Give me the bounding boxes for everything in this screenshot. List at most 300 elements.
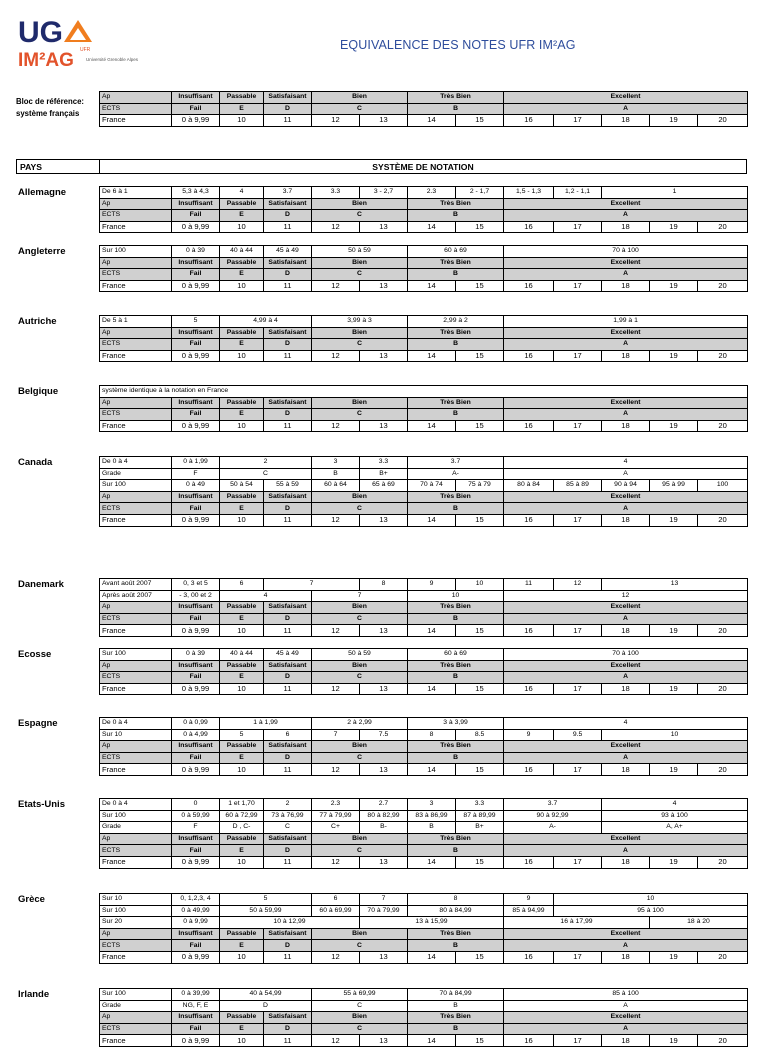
- grade-cell: 13 à 15,99: [360, 917, 504, 929]
- grade-cell: 15: [456, 764, 504, 776]
- grade-cell: Insuffisant: [172, 602, 220, 614]
- country-name: Belgique: [18, 386, 59, 397]
- grade-cell: C: [312, 1023, 408, 1035]
- grade-cell: 10: [220, 350, 264, 362]
- grade-cell: 17: [554, 280, 602, 292]
- grade-cell: Très Bien: [408, 327, 504, 339]
- country-name: Ecosse: [18, 649, 52, 660]
- grade-cell: 3: [408, 799, 456, 811]
- country-name: Etats-Unis: [18, 799, 65, 810]
- grade-cell: Passable: [220, 1012, 264, 1024]
- grade-cell: Satisfaisant: [264, 491, 312, 503]
- grade-cell: 3.7: [408, 457, 504, 469]
- grade-cell: 5: [220, 729, 264, 741]
- grade-row-ects: [100, 339, 748, 351]
- row-label-cell: France: [100, 764, 172, 776]
- country-name: Angleterre: [18, 246, 66, 257]
- grade-cell: Bien: [312, 257, 408, 269]
- grade-cell: Fail: [172, 103, 220, 115]
- grade-cell: Satisfaisant: [264, 327, 312, 339]
- grade-cell: Très Bien: [408, 928, 504, 940]
- grade-cell: 20: [698, 951, 748, 963]
- grade-cell: D: [264, 503, 312, 515]
- grade-cell: 1: [602, 187, 748, 199]
- grade-cell: 5: [220, 894, 312, 906]
- grade-cell: 13: [360, 625, 408, 637]
- grade-cell: 10 à 12,99: [220, 917, 360, 929]
- grade-cell: Excellent: [504, 833, 748, 845]
- grade-row-system: [100, 822, 748, 834]
- grade-cell: Bien: [312, 92, 408, 104]
- row-label-cell: France: [100, 221, 172, 233]
- row-label-cell: Ap: [100, 833, 172, 845]
- grade-cell: 85 à 89: [554, 480, 602, 492]
- row-label-cell: Après août 2007: [100, 590, 172, 602]
- grade-cell: E: [220, 845, 264, 857]
- logo-ufr-text: UFR: [80, 47, 91, 53]
- grade-cell: 12: [504, 590, 748, 602]
- grade-cell: 17: [554, 764, 602, 776]
- grade-cell: D: [264, 339, 312, 351]
- grade-cell: 11: [264, 856, 312, 868]
- grade-cell: Insuffisant: [172, 397, 220, 409]
- grade-row-system: [100, 480, 748, 492]
- grade-cell: D: [264, 752, 312, 764]
- grade-cell: Insuffisant: [172, 741, 220, 753]
- row-label-cell: De 6 à 1: [100, 187, 172, 199]
- grade-cell: Très Bien: [408, 660, 504, 672]
- grade-cell: Passable: [220, 198, 264, 210]
- grade-cell: 20: [698, 514, 748, 526]
- grade-cell: Fail: [172, 672, 220, 684]
- grade-cell: 0 à 9,99: [172, 951, 220, 963]
- row-label-cell: France: [100, 683, 172, 695]
- grade-cell: 3.3: [312, 187, 360, 199]
- row-label-cell: De 0 à 4: [100, 457, 172, 469]
- row-label-cell: Sur 100: [100, 905, 172, 917]
- grade-cell: D: [264, 1023, 312, 1035]
- grade-cell: 13: [360, 420, 408, 432]
- grade-cell: Bien: [312, 928, 408, 940]
- grade-cell: 13: [360, 951, 408, 963]
- grade-cell: 11: [264, 115, 312, 127]
- grade-cell: 4: [220, 590, 312, 602]
- grade-cell: 75 à 79: [456, 480, 504, 492]
- grade-cell: Fail: [172, 752, 220, 764]
- country-name: Danemark: [18, 579, 64, 590]
- grade-cell: 11: [264, 420, 312, 432]
- grade-cell: 70 à 74: [408, 480, 456, 492]
- grade-cell: E: [220, 503, 264, 515]
- grade-cell: 2: [264, 799, 312, 811]
- grade-cell: 0 à 9,99: [172, 917, 220, 929]
- grade-row-ap: [100, 198, 748, 210]
- grade-cell: 16: [504, 350, 554, 362]
- grade-cell: E: [220, 752, 264, 764]
- row-label-cell: ECTS: [100, 613, 172, 625]
- grade-cell: Insuffisant: [172, 198, 220, 210]
- grade-cell: 3,99 à 3: [312, 316, 408, 328]
- grade-cell: 14: [408, 221, 456, 233]
- grade-cell: 7: [312, 729, 360, 741]
- grade-cell: Très Bien: [408, 602, 504, 614]
- grade-cell: 18: [602, 1035, 650, 1047]
- grade-cell: Bien: [312, 660, 408, 672]
- grade-cell: 0 à 9,99: [172, 514, 220, 526]
- grade-cell: Passable: [220, 397, 264, 409]
- grade-cell: 11: [264, 514, 312, 526]
- grade-cell: Passable: [220, 660, 264, 672]
- grade-cell: D: [264, 672, 312, 684]
- row-label-cell: Ap: [100, 928, 172, 940]
- grade-cell: 11: [264, 764, 312, 776]
- grade-row-ap: [100, 741, 748, 753]
- grade-cell: 80 à 84: [504, 480, 554, 492]
- grade-cell: E: [220, 409, 264, 421]
- grade-cell: Bien: [312, 741, 408, 753]
- grade-cell: 19: [650, 221, 698, 233]
- grade-cell: 77 à 79,99: [312, 810, 360, 822]
- grade-cell: 11: [504, 579, 554, 591]
- grade-cell: 18: [602, 115, 650, 127]
- row-label-cell: Ap: [100, 602, 172, 614]
- row-label-cell: ECTS: [100, 940, 172, 952]
- country-grade-table: [99, 245, 748, 292]
- grade-cell: 15: [456, 683, 504, 695]
- grade-cell: Bien: [312, 198, 408, 210]
- grade-cell: Insuffisant: [172, 660, 220, 672]
- grade-cell: C: [312, 210, 408, 222]
- pays-header-label: PAYS: [17, 160, 100, 174]
- grade-cell: 18: [602, 856, 650, 868]
- grade-cell: 17: [554, 221, 602, 233]
- grade-cell: 95 à 100: [554, 905, 748, 917]
- grade-cell: 16: [504, 856, 554, 868]
- grade-cell: 0 à 9,99: [172, 764, 220, 776]
- grade-cell: 14: [408, 625, 456, 637]
- grade-cell: 14: [408, 951, 456, 963]
- grade-row-system: [100, 316, 748, 328]
- grade-cell: 10: [220, 420, 264, 432]
- row-label-cell: Avant août 2007: [100, 579, 172, 591]
- logo-imag-text: IM²AG: [18, 50, 74, 71]
- grade-cell: 18: [602, 514, 650, 526]
- grade-cell: 3.7: [504, 799, 602, 811]
- grade-cell: 15: [456, 420, 504, 432]
- grade-row-france: [100, 764, 748, 776]
- reference-block-label: Bloc de référence: système français: [16, 97, 85, 118]
- country-grade-table: [99, 456, 748, 527]
- grade-cell: D: [264, 409, 312, 421]
- grade-cell: 0 à 39: [172, 246, 220, 258]
- grade-cell: 12: [312, 514, 360, 526]
- grade-row-system: [100, 468, 748, 480]
- grade-cell: 70 à 100: [504, 246, 748, 258]
- grade-cell: C: [220, 468, 312, 480]
- grade-cell: 8: [408, 729, 456, 741]
- grade-cell: Excellent: [504, 1012, 748, 1024]
- grade-cell: C: [312, 1000, 408, 1012]
- grade-cell: 0 à 9,99: [172, 280, 220, 292]
- grade-cell: Insuffisant: [172, 257, 220, 269]
- grade-cell: F: [172, 822, 220, 834]
- grade-cell: 19: [650, 625, 698, 637]
- grade-cell: 15: [456, 221, 504, 233]
- row-label-cell: Sur 100: [100, 480, 172, 492]
- grade-row-ects: [100, 672, 748, 684]
- grade-cell: 18: [602, 221, 650, 233]
- grade-cell: C: [312, 845, 408, 857]
- grade-cell: Satisfaisant: [264, 660, 312, 672]
- grade-row-ects: [100, 269, 748, 281]
- grade-cell: Très Bien: [408, 257, 504, 269]
- grade-row-system: [100, 718, 748, 730]
- grade-cell: F: [172, 468, 220, 480]
- grade-row-ects: [100, 940, 748, 952]
- grade-cell: 2.3: [312, 799, 360, 811]
- grade-cell: Satisfaisant: [264, 92, 312, 104]
- grade-cell: 70 à 100: [504, 649, 748, 661]
- grade-cell: 6: [312, 894, 360, 906]
- grade-cell: A: [504, 1000, 748, 1012]
- grade-cell: D: [264, 845, 312, 857]
- grade-cell: Insuffisant: [172, 491, 220, 503]
- grade-cell: Passable: [220, 327, 264, 339]
- grade-cell: 16: [504, 280, 554, 292]
- grade-cell: 11: [264, 350, 312, 362]
- grade-cell: Satisfaisant: [264, 928, 312, 940]
- grade-cell: 55 à 59: [264, 480, 312, 492]
- grade-cell: 12: [312, 420, 360, 432]
- row-label-cell: Ap: [100, 92, 172, 104]
- country-grade-table: [99, 385, 748, 432]
- row-label-cell: Ap: [100, 327, 172, 339]
- grade-cell: Excellent: [504, 257, 748, 269]
- grade-cell: C: [312, 269, 408, 281]
- grade-cell: E: [220, 1023, 264, 1035]
- grade-cell: 83 à 86,99: [408, 810, 456, 822]
- row-label-cell: France: [100, 1035, 172, 1047]
- grade-row-france: [100, 350, 748, 362]
- grade-cell: D: [264, 613, 312, 625]
- row-label-cell: Ap: [100, 397, 172, 409]
- grade-cell: Très Bien: [408, 741, 504, 753]
- grade-cell: 11: [264, 280, 312, 292]
- grade-cell: 9: [504, 894, 554, 906]
- grade-cell: 18 à 20: [650, 917, 748, 929]
- grade-cell: 18: [602, 420, 650, 432]
- grade-cell: Insuffisant: [172, 92, 220, 104]
- grade-cell: A: [504, 269, 748, 281]
- logo-univ-text: Université Grenoble Alpes: [86, 57, 139, 62]
- grade-cell: Passable: [220, 491, 264, 503]
- grade-cell: 16: [504, 1035, 554, 1047]
- grade-cell: 14: [408, 115, 456, 127]
- grade-cell: 15: [456, 951, 504, 963]
- grade-cell: 0 à 0,99: [172, 718, 220, 730]
- grade-cell: 90 à 92,99: [504, 810, 602, 822]
- grade-row-ects: [100, 503, 748, 515]
- grade-cell: Très Bien: [408, 491, 504, 503]
- grade-cell: Bien: [312, 397, 408, 409]
- grade-cell: 3.3: [456, 799, 504, 811]
- grade-cell: 60 à 69,99: [312, 905, 360, 917]
- grade-cell: 0 à 9,99: [172, 115, 220, 127]
- grade-cell: 2 - 1,7: [456, 187, 504, 199]
- grade-cell: Fail: [172, 613, 220, 625]
- grade-cell: 90 à 94: [602, 480, 650, 492]
- grade-cell: 15: [456, 514, 504, 526]
- grade-cell: 0, 1,2,3, 4: [172, 894, 220, 906]
- grade-cell: B: [408, 339, 504, 351]
- grade-cell: 1 à 1,99: [220, 718, 312, 730]
- grade-row-system: [100, 246, 748, 258]
- grade-cell: 12: [312, 625, 360, 637]
- grade-cell: 10: [408, 590, 504, 602]
- grade-cell: 11: [264, 625, 312, 637]
- grade-cell: 10: [220, 951, 264, 963]
- row-label-cell: ECTS: [100, 1023, 172, 1035]
- grade-row-ects: [100, 845, 748, 857]
- grade-cell: C: [312, 103, 408, 115]
- country-grade-table: [99, 186, 748, 233]
- row-label-cell: Sur 100: [100, 989, 172, 1001]
- grade-cell: Très Bien: [408, 92, 504, 104]
- grade-cell: 16: [504, 764, 554, 776]
- grade-row-france: [100, 951, 748, 963]
- grade-cell: B: [408, 210, 504, 222]
- grade-cell: 13: [360, 221, 408, 233]
- grade-cell: Satisfaisant: [264, 833, 312, 845]
- grade-row-france: [100, 280, 748, 292]
- grade-row-france: [100, 115, 748, 127]
- grade-row-ap: [100, 491, 748, 503]
- grade-cell: 0 à 59,99: [172, 810, 220, 822]
- grade-cell: 10: [220, 514, 264, 526]
- grade-cell: 12: [312, 115, 360, 127]
- row-label-cell: Ap: [100, 660, 172, 672]
- row-label-cell: Ap: [100, 741, 172, 753]
- grade-cell: 18: [602, 625, 650, 637]
- grade-cell: NG, F, E: [172, 1000, 220, 1012]
- grade-cell: D: [264, 940, 312, 952]
- grade-cell: 14: [408, 683, 456, 695]
- country-grade-table: [99, 315, 748, 362]
- grade-cell: 9: [504, 729, 554, 741]
- grade-cell: 6: [264, 729, 312, 741]
- grade-row-ap: [100, 327, 748, 339]
- grade-cell: 14: [408, 1035, 456, 1047]
- grade-cell: 8.5: [456, 729, 504, 741]
- grade-cell: 7: [264, 579, 360, 591]
- grade-cell: 10: [220, 764, 264, 776]
- country-grade-table: [99, 578, 748, 637]
- grade-cell: 8: [360, 579, 408, 591]
- grade-cell: 3.7: [264, 187, 312, 199]
- row-label-cell: France: [100, 350, 172, 362]
- grade-cell: 14: [408, 420, 456, 432]
- grade-cell: 17: [554, 514, 602, 526]
- row-label-cell: Sur 100: [100, 649, 172, 661]
- grade-cell: 20: [698, 350, 748, 362]
- grade-cell: D: [264, 269, 312, 281]
- grade-cell: 73 à 76,99: [264, 810, 312, 822]
- grade-cell: A: [504, 672, 748, 684]
- grade-row-system: [100, 386, 748, 398]
- grade-cell: 0 à 9,99: [172, 420, 220, 432]
- grade-cell: 12: [312, 951, 360, 963]
- grade-cell: Très Bien: [408, 833, 504, 845]
- grade-row-system: [100, 649, 748, 661]
- row-label-cell: Sur 20: [100, 917, 172, 929]
- row-label-cell: Grade: [100, 468, 172, 480]
- pays-header-table: [16, 159, 747, 174]
- grade-cell: B-: [360, 822, 408, 834]
- row-label-cell: Sur 10: [100, 894, 172, 906]
- grade-row-system: [100, 457, 748, 469]
- grade-cell: 13: [360, 280, 408, 292]
- row-label-cell: ECTS: [100, 103, 172, 115]
- grade-cell: 100: [698, 480, 748, 492]
- grade-cell: 80 à 82,99: [360, 810, 408, 822]
- grade-cell: 19: [650, 514, 698, 526]
- grade-cell: 0 à 39: [172, 649, 220, 661]
- grade-cell: 13: [360, 115, 408, 127]
- grade-cell: B: [408, 822, 456, 834]
- grade-cell: Excellent: [504, 198, 748, 210]
- grade-cell: 6: [220, 579, 264, 591]
- row-label-cell: système identique à la notation en France: [100, 386, 748, 398]
- grade-cell: 18: [602, 951, 650, 963]
- grade-cell: 16: [504, 115, 554, 127]
- grade-cell: 12: [312, 764, 360, 776]
- grade-cell: 5: [172, 316, 220, 328]
- grade-cell: 18: [602, 764, 650, 776]
- grade-cell: 17: [554, 1035, 602, 1047]
- grade-cell: 0 à 49,99: [172, 905, 220, 917]
- grade-row-system: [100, 579, 748, 591]
- grade-cell: Satisfaisant: [264, 257, 312, 269]
- grade-cell: 45 à 49: [264, 246, 312, 258]
- country-name: Espagne: [18, 718, 58, 729]
- row-label-cell: France: [100, 856, 172, 868]
- grade-cell: 10: [220, 221, 264, 233]
- country-grade-table: [99, 988, 748, 1047]
- grade-cell: Fail: [172, 409, 220, 421]
- row-label-cell: France: [100, 420, 172, 432]
- grade-cell: 4: [504, 718, 748, 730]
- grade-cell: E: [220, 339, 264, 351]
- grade-cell: 16: [504, 420, 554, 432]
- grade-cell: 1,2 - 1,1: [554, 187, 602, 199]
- grade-cell: E: [220, 940, 264, 952]
- grade-cell: 12: [554, 579, 602, 591]
- grade-cell: B: [408, 503, 504, 515]
- grade-cell: 19: [650, 115, 698, 127]
- grade-cell: 18: [602, 683, 650, 695]
- row-label-cell: De 0 à 4: [100, 799, 172, 811]
- grade-cell: 14: [408, 514, 456, 526]
- grade-cell: A: [504, 940, 748, 952]
- grade-cell: 20: [698, 764, 748, 776]
- grade-cell: 1 et 1,70: [220, 799, 264, 811]
- grade-cell: C: [264, 822, 312, 834]
- grade-cell: 13: [360, 514, 408, 526]
- row-label-cell: ECTS: [100, 752, 172, 764]
- grade-row-system: [100, 894, 748, 906]
- grade-cell: 45 à 49: [264, 649, 312, 661]
- country-grade-table: [99, 648, 748, 695]
